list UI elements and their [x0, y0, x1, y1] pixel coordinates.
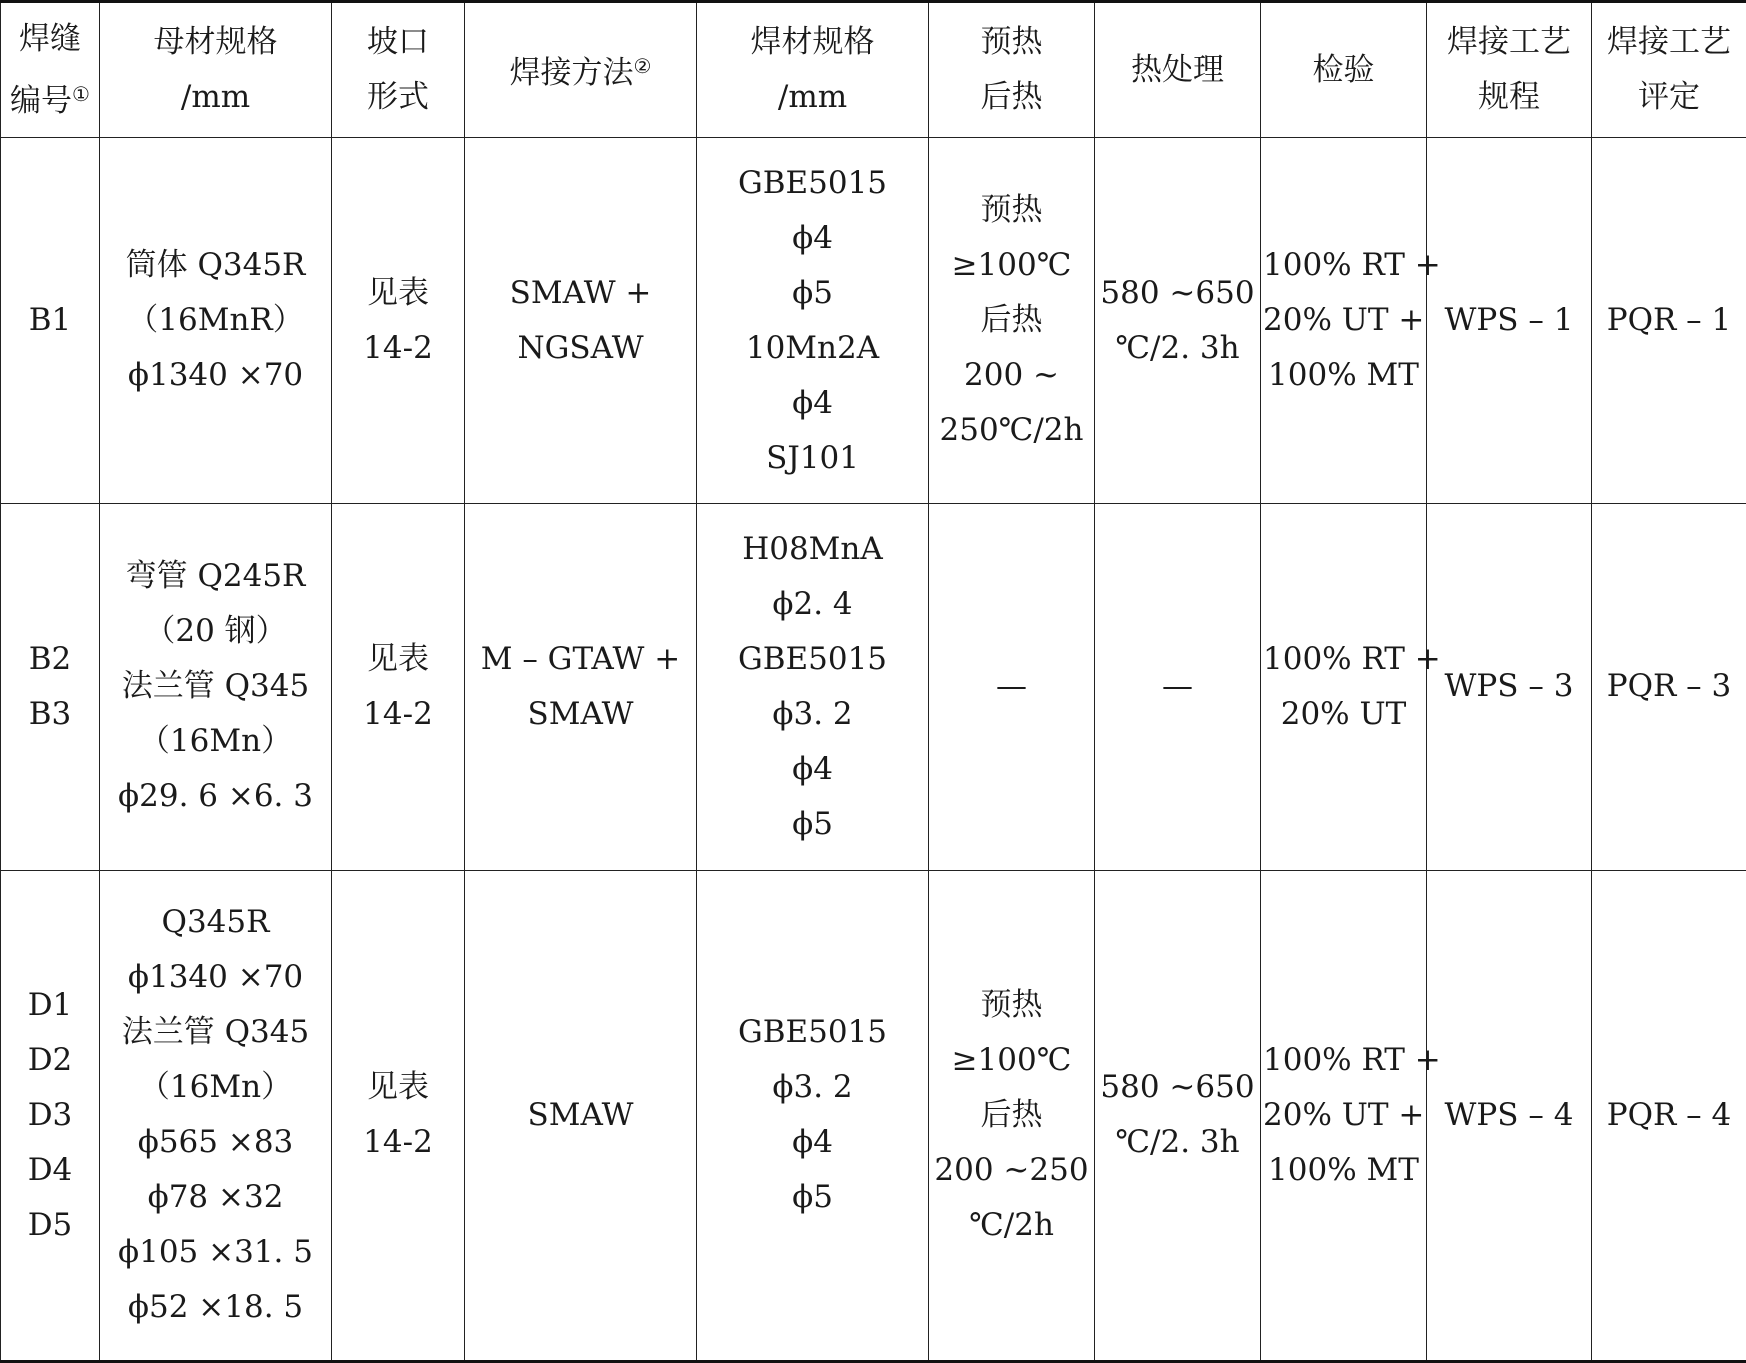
header-filler [697, 2, 929, 138]
cell-line: ℃/2h [969, 1206, 1054, 1243]
cell-groove [332, 138, 465, 504]
cell-preheat [929, 870, 1095, 1361]
header-method [465, 2, 697, 138]
cell-weld-no [1, 138, 100, 504]
cell-line: SMAW [527, 1096, 634, 1133]
table-row [1, 138, 1746, 504]
cell-line: 弯管 Q245R [125, 558, 306, 595]
cell-line: 预热 [980, 986, 1043, 1023]
cell-line: 法兰管 Q345 [121, 668, 310, 705]
cell-pqr [1592, 870, 1746, 1361]
cell-line: ϕ1340 ×70 [127, 357, 304, 394]
cell-line: 后热 [980, 1096, 1043, 1133]
cell-line: ϕ5 [792, 1179, 833, 1216]
cell-line: NGSAW [517, 329, 644, 366]
cell-line: — [996, 668, 1027, 705]
header-text: 焊接工艺 [1447, 24, 1571, 60]
cell-line: PQR – 4 [1606, 1096, 1732, 1133]
cell-line: （16Mn） [138, 723, 293, 760]
cell-line: ϕ52 ×18. 5 [127, 1289, 304, 1326]
cell-heat-treatment [1095, 138, 1261, 504]
header-inspection [1261, 2, 1427, 138]
cell-filler [697, 870, 929, 1361]
header-line [699, 70, 926, 125]
cell-line: 580 ~650 [1100, 1069, 1255, 1106]
footnote-marker: ② [633, 54, 652, 78]
header-text: 评定 [1638, 79, 1700, 115]
header-line [3, 12, 97, 67]
cell-line: SJ101 [766, 439, 859, 476]
header-text: 焊接工艺 [1607, 24, 1731, 60]
cell-line: ϕ78 ×32 [147, 1179, 284, 1216]
cell-method [465, 138, 697, 504]
cell-groove [332, 504, 465, 870]
cell-line: B1 [28, 302, 72, 339]
header-groove [332, 2, 465, 138]
header-line [334, 15, 462, 70]
cell-line: ≥100℃ [951, 1041, 1072, 1078]
header-line [931, 15, 1092, 70]
cell-filler [697, 138, 929, 504]
cell-line: 预热 [980, 192, 1043, 229]
header-line [699, 15, 926, 70]
header-text: 焊接方法 [509, 55, 634, 91]
header-text: 检验 [1312, 51, 1375, 88]
header-line [1594, 15, 1744, 70]
cell-inspection [1261, 504, 1441, 870]
cell-base-metal [100, 870, 332, 1361]
cell-line: 100% MT [1268, 357, 1419, 394]
header-line [1097, 43, 1258, 98]
cell-line: 后热 [980, 302, 1043, 339]
cell-line: 250℃/2h [939, 412, 1084, 449]
cell-line: 200 ~ [964, 357, 1059, 394]
header-line [1429, 15, 1589, 70]
table-body [1, 138, 1746, 1362]
cell-line: D4 [27, 1151, 73, 1188]
header-base-metal [100, 2, 332, 138]
cell-wps [1427, 138, 1592, 504]
cell-line: D3 [27, 1096, 73, 1133]
cell-line: ϕ4 [792, 384, 833, 421]
cell-line: 14-2 [363, 695, 433, 732]
cell-line: 10Mn2A [745, 329, 880, 366]
cell-pqr [1592, 138, 1746, 504]
cell-line: ϕ3. 2 [772, 1069, 853, 1106]
cell-line: 20% UT + [1263, 302, 1425, 339]
cell-inspection [1261, 138, 1441, 504]
cell-line: B2 [28, 640, 72, 677]
cell-line: WPS – 4 [1444, 1096, 1574, 1133]
cell-weld-no [1, 504, 100, 870]
cell-line: 法兰管 Q345 [121, 1014, 310, 1051]
cell-weld-no [1, 870, 100, 1361]
cell-line: ϕ4 [792, 219, 833, 256]
header-wps [1427, 2, 1592, 138]
header-text: 形式 [367, 79, 429, 115]
cell-line: 见表 [367, 274, 429, 311]
cell-line: GBE5015 [737, 1014, 888, 1051]
cell-line: Q345R [161, 904, 270, 941]
cell-pqr [1592, 504, 1746, 870]
header-text: 规程 [1478, 79, 1540, 115]
cell-method [465, 504, 697, 870]
header-line [102, 15, 329, 70]
cell-line: ϕ4 [792, 750, 833, 787]
cell-line: D1 [27, 986, 73, 1023]
cell-line: 100% RT + [1263, 247, 1441, 284]
cell-line: ϕ4 [792, 1124, 833, 1161]
cell-line: ϕ5 [792, 274, 833, 311]
header-preheat [929, 2, 1095, 138]
header-text: 焊缝 [19, 20, 81, 57]
cell-line: ϕ565 ×83 [137, 1124, 294, 1161]
cell-line: 见表 [367, 1069, 429, 1106]
header-line [931, 70, 1092, 125]
header-text: 母材规格 [153, 24, 278, 60]
cell-line: 580 ~650 [1100, 274, 1255, 311]
cell-line: ℃/2. 3h [1115, 329, 1240, 366]
cell-method [465, 870, 697, 1361]
cell-line: PQR – 3 [1606, 668, 1732, 705]
header-line [334, 70, 462, 125]
cell-line: 14-2 [363, 1124, 433, 1161]
cell-line: 14-2 [363, 329, 433, 366]
cell-filler [697, 504, 929, 870]
cell-line: M – GTAW + [480, 640, 681, 677]
cell-base-metal [100, 504, 332, 870]
header-text: 编号 [10, 82, 73, 119]
cell-groove [332, 870, 465, 1361]
cell-inspection [1261, 870, 1441, 1361]
cell-line: （20 钢） [144, 613, 287, 650]
cell-heat-treatment [1095, 870, 1261, 1361]
cell-line: GBE5015 [737, 640, 888, 677]
cell-line: 100% MT [1268, 1151, 1419, 1188]
cell-line: H08MnA [742, 530, 883, 567]
header-pqr [1592, 2, 1746, 138]
cell-line: （16MnR） [127, 302, 304, 339]
cell-line: WPS – 1 [1444, 302, 1574, 339]
cell-preheat [929, 138, 1095, 504]
cell-line: 100% RT + [1263, 640, 1441, 677]
header-line [1594, 70, 1744, 125]
cell-heat-treatment [1095, 504, 1261, 870]
cell-preheat [929, 504, 1095, 870]
header-text: 后热 [980, 79, 1043, 115]
cell-line: GBE5015 [737, 164, 888, 201]
header-heat-treatment [1095, 2, 1261, 138]
cell-line: WPS – 3 [1444, 668, 1574, 705]
cell-line: SMAW [527, 695, 634, 732]
table-row [1, 504, 1746, 870]
table-row [1, 870, 1746, 1361]
cell-wps [1427, 870, 1592, 1361]
header-text: 焊材规格 [750, 24, 875, 60]
header-text: 坡口 [367, 24, 429, 60]
cell-line: 筒体 Q345R [125, 247, 306, 284]
cell-line: — [1162, 668, 1193, 705]
cell-line: ϕ29. 6 ×6. 3 [118, 778, 313, 815]
cell-line: 20% UT + [1263, 1096, 1425, 1133]
cell-line: ℃/2. 3h [1115, 1124, 1240, 1161]
cell-line: B3 [28, 695, 72, 732]
cell-line: ϕ3. 2 [772, 695, 853, 732]
footnote-marker: ① [72, 81, 90, 106]
header-row [1, 2, 1746, 138]
cell-line: D2 [27, 1041, 73, 1078]
cell-line: PQR – 1 [1606, 302, 1732, 339]
cell-line: （16Mn） [138, 1069, 293, 1106]
header-weld-no [1, 2, 100, 138]
cell-base-metal [100, 138, 332, 504]
cell-line: 20% UT [1280, 695, 1407, 732]
header-line [467, 39, 694, 101]
header-line [1263, 43, 1424, 98]
header-line [3, 67, 97, 129]
cell-line: ϕ5 [792, 805, 833, 842]
cell-line: ϕ2. 4 [772, 585, 853, 622]
cell-line: ≥100℃ [951, 247, 1072, 284]
header-text: /mm [180, 79, 251, 115]
header-line [1429, 70, 1589, 125]
cell-line: 200 ~250 [934, 1151, 1089, 1188]
header-text: 预热 [980, 24, 1043, 60]
cell-line: D5 [27, 1206, 73, 1243]
cell-line: SMAW + [509, 274, 652, 311]
header-text: /mm [777, 79, 848, 115]
cell-line: ϕ105 ×31. 5 [117, 1234, 313, 1271]
cell-line: 100% RT + [1263, 1041, 1441, 1078]
header-text: 热处理 [1131, 51, 1224, 88]
cell-line: 见表 [367, 640, 429, 677]
header-line [102, 70, 329, 125]
cell-wps [1427, 504, 1592, 870]
cell-line: ϕ1340 ×70 [127, 959, 304, 996]
